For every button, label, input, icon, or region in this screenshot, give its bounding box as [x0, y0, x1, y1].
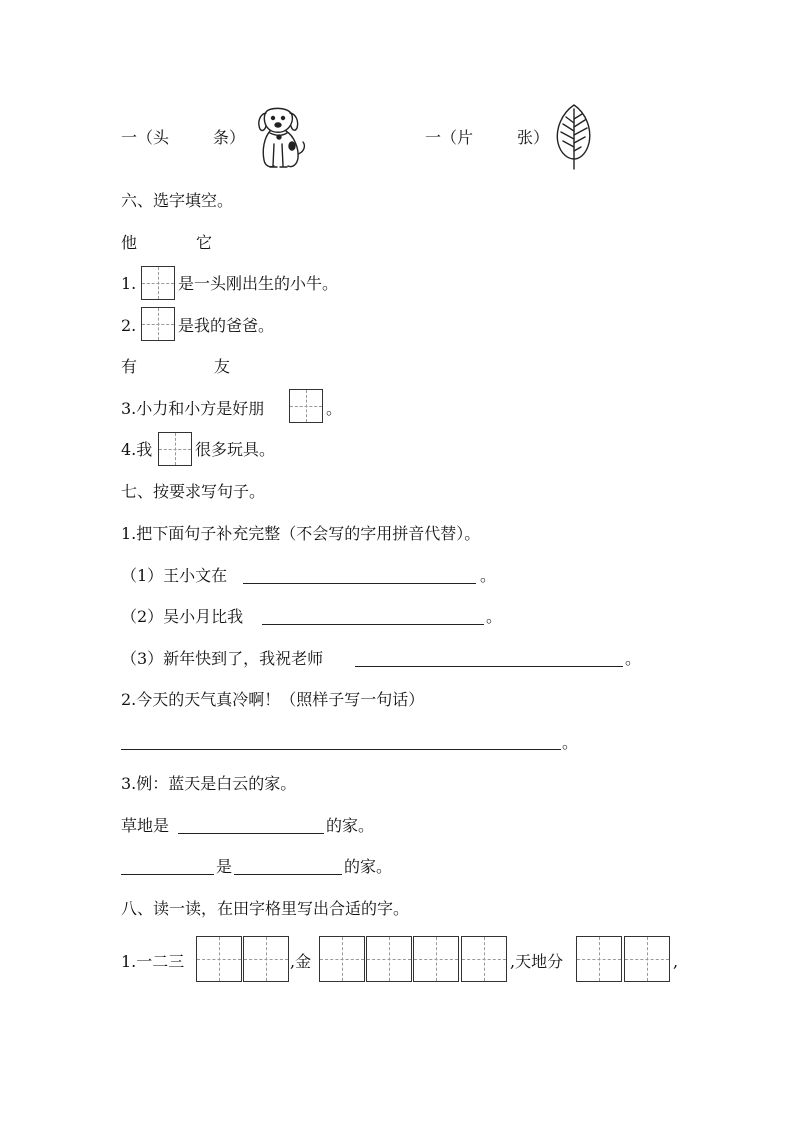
field-box[interactable]: [413, 936, 459, 982]
sentence3-blank[interactable]: [355, 666, 623, 667]
field-box[interactable]: [624, 936, 670, 982]
section8-q1-lead: 1.一二三: [121, 952, 185, 971]
field-box[interactable]: [243, 936, 289, 982]
sentence2-end: 。: [486, 607, 503, 626]
section6-option-4: 友: [214, 357, 231, 376]
section6-q2-text: 是我的爸爸。: [178, 316, 275, 335]
q4-answer-box[interactable]: [158, 432, 192, 466]
part2-answer-blank[interactable]: [121, 749, 561, 750]
section6-option-1: 他: [121, 233, 138, 252]
line-b-end: 的家。: [344, 857, 393, 876]
leaf-illustration: [554, 103, 594, 171]
measure-word-q1-suffix: 条）: [213, 128, 246, 147]
section7-part3-example: 3.例：蓝天是白云的家。: [121, 774, 297, 793]
sentence1-prefix: （1）王小文在: [121, 566, 228, 585]
sentence2-blank[interactable]: [262, 624, 484, 625]
puppy-illustration: [252, 106, 308, 172]
field-box[interactable]: [366, 936, 412, 982]
field-box[interactable]: [196, 936, 242, 982]
section6-q1-text: 是一头刚出生的小牛。: [178, 274, 339, 293]
line-b-mid: 是: [216, 857, 233, 876]
line-a-end: 的家。: [326, 816, 375, 835]
line-a-blank[interactable]: [178, 833, 324, 834]
measure-word-q1-prefix: 一（头: [121, 128, 170, 147]
section7-title: 七、按要求写句子。: [121, 482, 266, 501]
section8-q1-sep1: ,金: [290, 952, 312, 971]
field-box[interactable]: [461, 936, 507, 982]
sentence1-blank[interactable]: [243, 583, 476, 584]
sentence3-end: 。: [625, 649, 642, 668]
section6-q3-text: 3.小力和小方是好朋: [121, 399, 265, 418]
section8-title: 八、读一读，在田字格里写出合适的字。: [121, 899, 410, 918]
section6-title: 六、选字填空。: [121, 191, 234, 210]
measure-word-q2-prefix: 一（片: [425, 128, 474, 147]
section6-q3-end: 。: [326, 399, 343, 418]
section6-option-3: 有: [121, 357, 138, 376]
section8-q1-sep3: ,: [673, 952, 679, 971]
part2-answer-end: 。: [562, 733, 579, 752]
q2-answer-box[interactable]: [141, 307, 175, 341]
measure-word-q2-suffix: 张）: [517, 128, 550, 147]
field-box[interactable]: [576, 936, 622, 982]
line-a-prefix: 草地是: [121, 816, 170, 835]
line-b-blank-1[interactable]: [121, 874, 214, 875]
section7-part2-example: 2.今天的天气真冷啊！（照样子写一句话）: [121, 690, 425, 709]
section8-q1-sep2: ,天地分: [510, 952, 564, 971]
section7-part1-instruction: 1.把下面句子补充完整（不会写的字用拼音代替）。: [121, 524, 481, 543]
line-b-blank-2[interactable]: [234, 874, 342, 875]
section6-q4-text: 4.我: [121, 440, 153, 459]
field-box[interactable]: [319, 936, 365, 982]
q1-answer-box[interactable]: [141, 266, 175, 300]
sentence2-prefix: （2）吴小月比我: [121, 607, 244, 626]
section6-option-2: 它: [196, 233, 213, 252]
section6-q1-num: 1.: [121, 274, 137, 293]
q3-answer-box[interactable]: [289, 389, 323, 423]
section6-q2-num: 2.: [121, 316, 137, 335]
sentence3-prefix: （3）新年快到了，我祝老师: [121, 649, 324, 668]
sentence1-end: 。: [480, 566, 497, 585]
section6-q4-end: 很多玩具。: [195, 440, 276, 459]
